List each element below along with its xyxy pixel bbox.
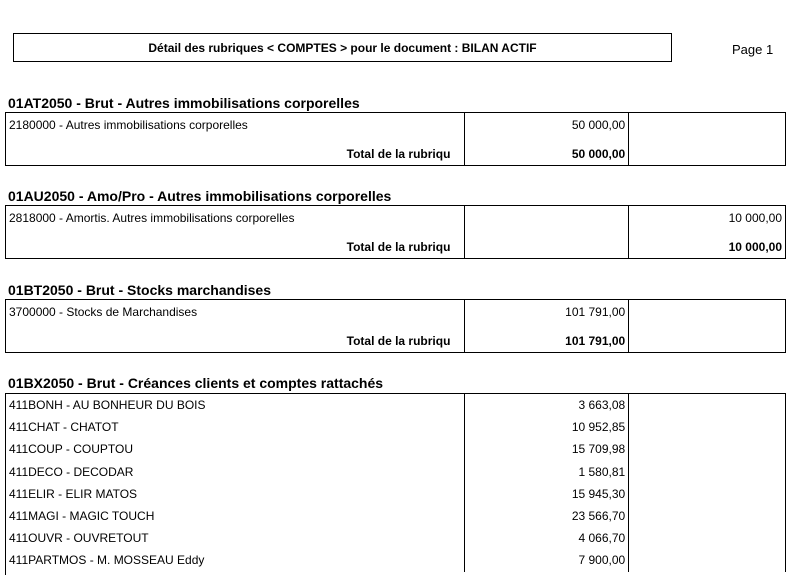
total-row: [6, 326, 786, 352]
credit-amount: [629, 461, 786, 483]
debit-amount: 23 566,70: [465, 505, 629, 527]
total-row: [6, 139, 786, 165]
debit-amount: 50 000,00: [465, 113, 629, 139]
debit-amount: 4 066,70: [465, 527, 629, 549]
total-credit: [629, 139, 786, 165]
total-label: Total de la rubriqu: [6, 139, 465, 165]
table-row: [6, 206, 786, 232]
account-label: 411COUP - COUPTOU: [6, 438, 465, 460]
debit-amount: 101 791,00: [465, 300, 629, 326]
table-row: [6, 483, 786, 505]
page-number: Page 1: [732, 42, 774, 57]
section-table: [5, 393, 786, 575]
total-credit: 10 000,00: [629, 232, 786, 258]
debit-amount: 15 945,30: [465, 483, 629, 505]
table-row: [6, 461, 786, 483]
table-row: [6, 394, 786, 416]
section-title: 01BT2050 - Brut - Stocks marchandises: [8, 282, 271, 298]
credit-amount: [629, 549, 786, 571]
account-label: 411OUVR - OUVRETOUT: [6, 527, 465, 549]
debit-amount: 7 900,00: [465, 549, 629, 571]
table-row: [6, 113, 786, 139]
debit-amount: 1 580,81: [465, 461, 629, 483]
credit-amount: [629, 483, 786, 505]
account-label: 411DECO - DECODAR: [6, 461, 465, 483]
table-row: [6, 300, 786, 326]
section-table: [5, 299, 786, 353]
debit-amount: 10 952,85: [465, 416, 629, 438]
debit-amount: [465, 206, 629, 232]
account-label: 411CHAT - CHATOT: [6, 416, 465, 438]
table-row: [6, 549, 786, 571]
table-row: [6, 416, 786, 438]
account-label: 411MAGI - MAGIC TOUCH: [6, 505, 465, 527]
section-table: [5, 112, 786, 166]
table-row: [6, 505, 786, 527]
total-row: [6, 232, 786, 258]
section-title: 01AT2050 - Brut - Autres immobilisations corporelles: [8, 95, 360, 111]
document-title: Détail des rubriques < COMPTES > pour le document : BILAN ACTIF: [148, 40, 537, 55]
credit-amount: [629, 527, 786, 549]
total-debit: 50 000,00: [465, 139, 629, 165]
section-table: [5, 205, 786, 259]
section-title: 01BX2050 - Brut - Créances clients et comptes rattachés: [8, 375, 384, 391]
credit-amount: [629, 394, 786, 416]
account-label: 2818000 - Amortis. Autres immobilisations corporelles: [6, 206, 465, 232]
total-credit: [629, 326, 786, 352]
credit-amount: [629, 113, 786, 139]
account-label: 2180000 - Autres immobilisations corporelles: [6, 113, 465, 139]
debit-amount: 3 663,08: [465, 394, 629, 416]
debit-amount: 15 709,98: [465, 438, 629, 460]
document-title-box: [13, 33, 672, 62]
total-label: Total de la rubriqu: [6, 326, 465, 352]
credit-amount: [629, 505, 786, 527]
account-label: 411PARTMOS - M. MOSSEAU Eddy: [6, 549, 465, 571]
credit-amount: [629, 438, 786, 460]
total-debit: [465, 232, 629, 258]
credit-amount: [629, 416, 786, 438]
account-label: 411ELIR - ELIR MATOS: [6, 483, 465, 505]
total-label: Total de la rubriqu: [6, 232, 465, 258]
account-label: 411BONH - AU BONHEUR DU BOIS: [6, 394, 465, 416]
credit-amount: [629, 300, 786, 326]
credit-amount: 10 000,00: [629, 206, 786, 232]
table-row: [6, 527, 786, 549]
total-debit: 101 791,00: [465, 326, 629, 352]
table-row: [6, 438, 786, 460]
account-label: 3700000 - Stocks de Marchandises: [6, 300, 465, 326]
section-title: 01AU2050 - Amo/Pro - Autres immobilisations corporelles: [8, 188, 392, 204]
